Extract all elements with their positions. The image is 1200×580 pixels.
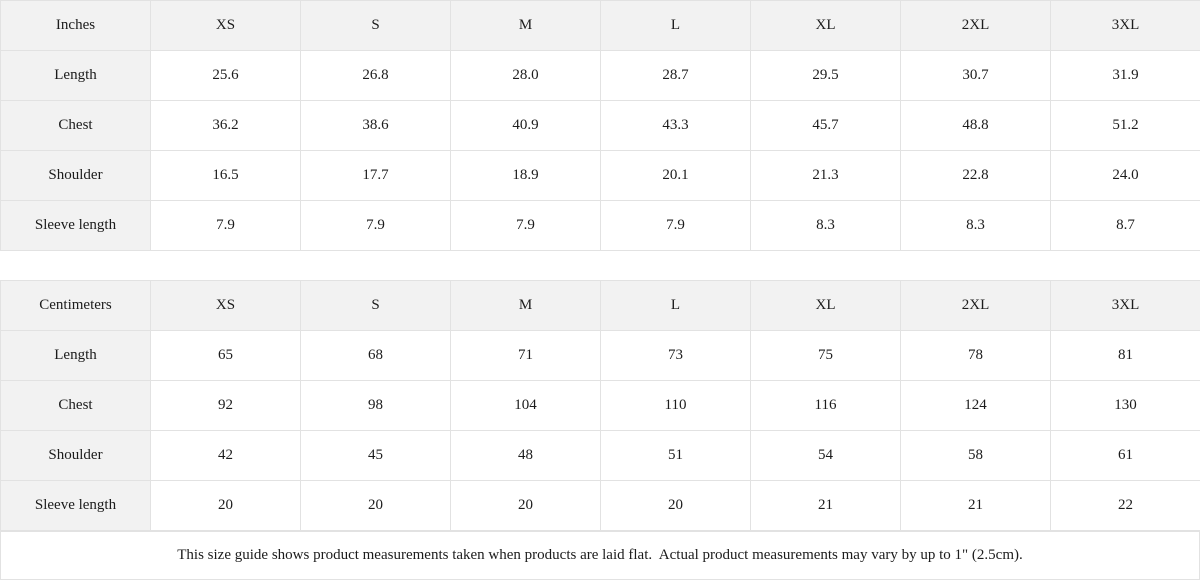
- cell-length-l: 28.7: [601, 51, 751, 101]
- cell-length-l: 73: [601, 331, 751, 381]
- size-header-xl: XL: [751, 281, 901, 331]
- size-header-m: M: [451, 1, 601, 51]
- cell-sleeve-m: 7.9: [451, 201, 601, 251]
- row-label-shoulder: Shoulder: [1, 431, 151, 481]
- cell-shoulder-s: 45: [301, 431, 451, 481]
- cell-length-m: 71: [451, 331, 601, 381]
- row-label-length: Length: [1, 331, 151, 381]
- table-row: [1, 481, 1200, 531]
- cell-sleeve-xs: 20: [151, 481, 301, 531]
- cell-chest-2xl: 124: [901, 381, 1051, 431]
- cell-sleeve-l: 7.9: [601, 201, 751, 251]
- cell-chest-3xl: 51.2: [1051, 101, 1200, 151]
- row-label-chest: Chest: [1, 101, 151, 151]
- cell-sleeve-2xl: 21: [901, 481, 1051, 531]
- size-header-l: L: [601, 1, 751, 51]
- table-row: [1, 151, 1200, 201]
- cell-sleeve-xl: 8.3: [751, 201, 901, 251]
- cell-chest-s: 98: [301, 381, 451, 431]
- size-header-xs: XS: [151, 281, 301, 331]
- row-label-length: Length: [1, 51, 151, 101]
- cell-length-xs: 25.6: [151, 51, 301, 101]
- cell-shoulder-xl: 54: [751, 431, 901, 481]
- row-label-sleeve-length: Sleeve length: [1, 201, 151, 251]
- cell-shoulder-m: 18.9: [451, 151, 601, 201]
- cell-chest-xl: 45.7: [751, 101, 901, 151]
- cell-sleeve-xs: 7.9: [151, 201, 301, 251]
- cell-shoulder-3xl: 24.0: [1051, 151, 1200, 201]
- cell-shoulder-m: 48: [451, 431, 601, 481]
- cell-sleeve-m: 20: [451, 481, 601, 531]
- size-header-xs: XS: [151, 1, 301, 51]
- cell-shoulder-s: 17.7: [301, 151, 451, 201]
- cell-length-xl: 75: [751, 331, 901, 381]
- cell-chest-s: 38.6: [301, 101, 451, 151]
- centimeters-size-table: [0, 280, 1200, 531]
- cell-chest-l: 110: [601, 381, 751, 431]
- cell-sleeve-xl: 21: [751, 481, 901, 531]
- cell-chest-m: 40.9: [451, 101, 601, 151]
- cell-length-xl: 29.5: [751, 51, 901, 101]
- unit-label-centimeters: Centimeters: [1, 281, 151, 331]
- cell-shoulder-xs: 16.5: [151, 151, 301, 201]
- table-row: [1, 331, 1200, 381]
- cell-sleeve-l: 20: [601, 481, 751, 531]
- size-header-l: L: [601, 281, 751, 331]
- cell-sleeve-s: 20: [301, 481, 451, 531]
- row-label-chest: Chest: [1, 381, 151, 431]
- table-header-row: [1, 1, 1200, 51]
- table-row: [1, 101, 1200, 151]
- cell-length-m: 28.0: [451, 51, 601, 101]
- cell-chest-3xl: 130: [1051, 381, 1200, 431]
- cell-chest-xl: 116: [751, 381, 901, 431]
- cell-chest-m: 104: [451, 381, 601, 431]
- size-header-2xl: 2XL: [901, 1, 1051, 51]
- size-header-3xl: 3XL: [1051, 1, 1200, 51]
- cell-chest-xs: 36.2: [151, 101, 301, 151]
- table-row: [1, 51, 1200, 101]
- cell-shoulder-xl: 21.3: [751, 151, 901, 201]
- size-guide-footnote: [0, 531, 1200, 580]
- size-header-m: M: [451, 281, 601, 331]
- cell-shoulder-2xl: 22.8: [901, 151, 1051, 201]
- cell-length-2xl: 30.7: [901, 51, 1051, 101]
- table-header-row: [1, 281, 1200, 331]
- cell-shoulder-xs: 42: [151, 431, 301, 481]
- size-header-3xl: 3XL: [1051, 281, 1200, 331]
- size-header-s: S: [301, 281, 451, 331]
- cell-chest-xs: 92: [151, 381, 301, 431]
- cell-length-2xl: 78: [901, 331, 1051, 381]
- table-divider-spacer: [0, 251, 1200, 280]
- cell-length-3xl: 81: [1051, 331, 1200, 381]
- cell-length-s: 26.8: [301, 51, 451, 101]
- cell-chest-l: 43.3: [601, 101, 751, 151]
- size-header-2xl: 2XL: [901, 281, 1051, 331]
- cell-sleeve-2xl: 8.3: [901, 201, 1051, 251]
- cell-shoulder-l: 20.1: [601, 151, 751, 201]
- cell-shoulder-2xl: 58: [901, 431, 1051, 481]
- footnote-text: This size guide shows product measurements taken when products are laid flat. Actual product measurements may vary by up to 1" (2.5cm).: [177, 547, 1023, 564]
- unit-label-inches: Inches: [1, 1, 151, 51]
- cell-length-s: 68: [301, 331, 451, 381]
- cell-shoulder-l: 51: [601, 431, 751, 481]
- cell-length-3xl: 31.9: [1051, 51, 1200, 101]
- cell-chest-2xl: 48.8: [901, 101, 1051, 151]
- cell-sleeve-3xl: 8.7: [1051, 201, 1200, 251]
- row-label-shoulder: Shoulder: [1, 151, 151, 201]
- cell-sleeve-3xl: 22: [1051, 481, 1200, 531]
- inches-size-table: [0, 0, 1200, 251]
- cell-length-xs: 65: [151, 331, 301, 381]
- row-label-sleeve-length: Sleeve length: [1, 481, 151, 531]
- table-row: [1, 201, 1200, 251]
- size-header-xl: XL: [751, 1, 901, 51]
- cell-sleeve-s: 7.9: [301, 201, 451, 251]
- table-row: [1, 431, 1200, 481]
- size-header-s: S: [301, 1, 451, 51]
- cell-shoulder-3xl: 61: [1051, 431, 1200, 481]
- table-row: [1, 381, 1200, 431]
